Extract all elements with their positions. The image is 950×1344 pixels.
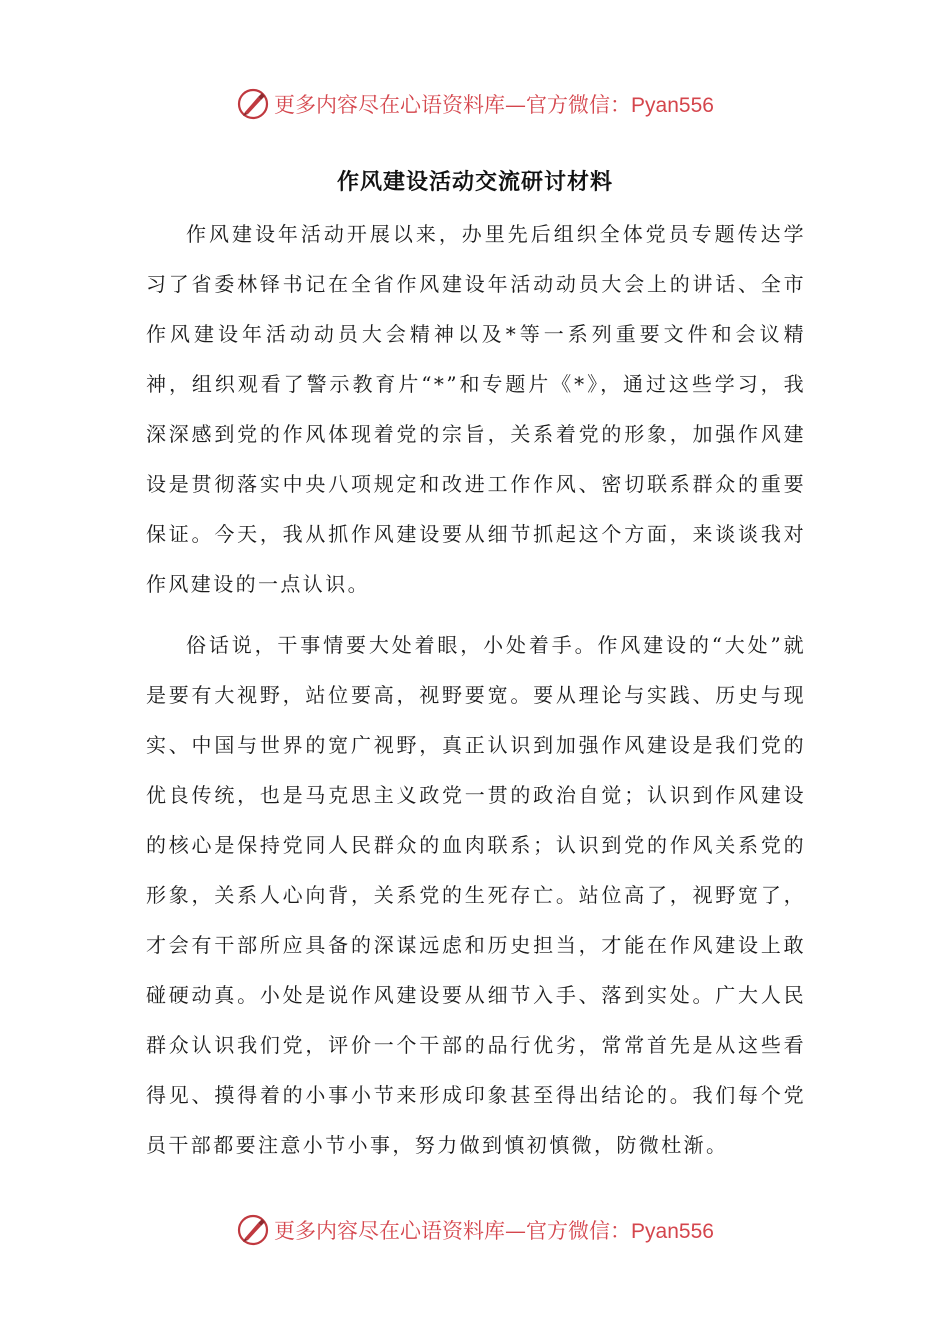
body-paragraph-2: 俗话说，干事情要大处着眼，小处着手。作风建设的“大处”就是要有大视野，站位要高，视野要宽。要从理论与实践、历史与现实、中国与世界的宽广视野，真正认识到加强作风建设是我们党的优良传统，也是马克思主义政党一贯的政治自觉；认识到作风建设的核心是保持党同人民群众的血肉联系；认识到党的作风关系党的形象，关系人心向背，关系党的生死存亡。站位高了，视野宽了，才会有干部所应具备的深谋远虑和历史担当，才能在作风建设上敢碰硬动真。小处是说作风建设要从细节入手、落到实处。广大人民群众认识我们党，评价一个干部的品行优劣，常常首先是从这些看得见、摸得着的小事小节来形成印象甚至得出结论的。我们每个党员干部都要注意小节小事，努力做到慎初慎微，防微杜渐。: [146, 633, 806, 1157]
body-paragraph-1: 作风建设年活动开展以来，办里先后组织全体党员专题传达学习了省委林铎书记在全省作风建设年活动动员大会上的讲话、全市作风建设年活动动员大会精神以及*等一系列重要文件和会议精神，组织观看了警示教育片“*”和专题片《*》，通过这些学习，我深深感到党的作风体现着党的宗旨，关系着党的形象，加强作风建设是贯彻落实中央八项规定和改进工作作风、密切联系群众的重要保证。今天，我从抓作风建设要从细节抓起这个方面，来谈谈我对作风建设的一点认识。: [146, 222, 806, 596]
pen-logo-icon: [236, 87, 270, 121]
watermark-banner-bottom: [0, 1210, 950, 1250]
pen-logo-icon: [236, 1213, 270, 1247]
document-title: 作风建设活动交流研讨材料: [336, 169, 613, 195]
watermark-prefix: 更多内容尽在心语资料库—官方微信：: [274, 93, 632, 117]
watermark-handle: Pyan556: [631, 94, 714, 117]
watermark-banner-top: [0, 84, 950, 124]
watermark-prefix: 更多内容尽在心语资料库—官方微信：: [274, 1219, 632, 1243]
watermark-handle: Pyan556: [631, 1220, 714, 1243]
